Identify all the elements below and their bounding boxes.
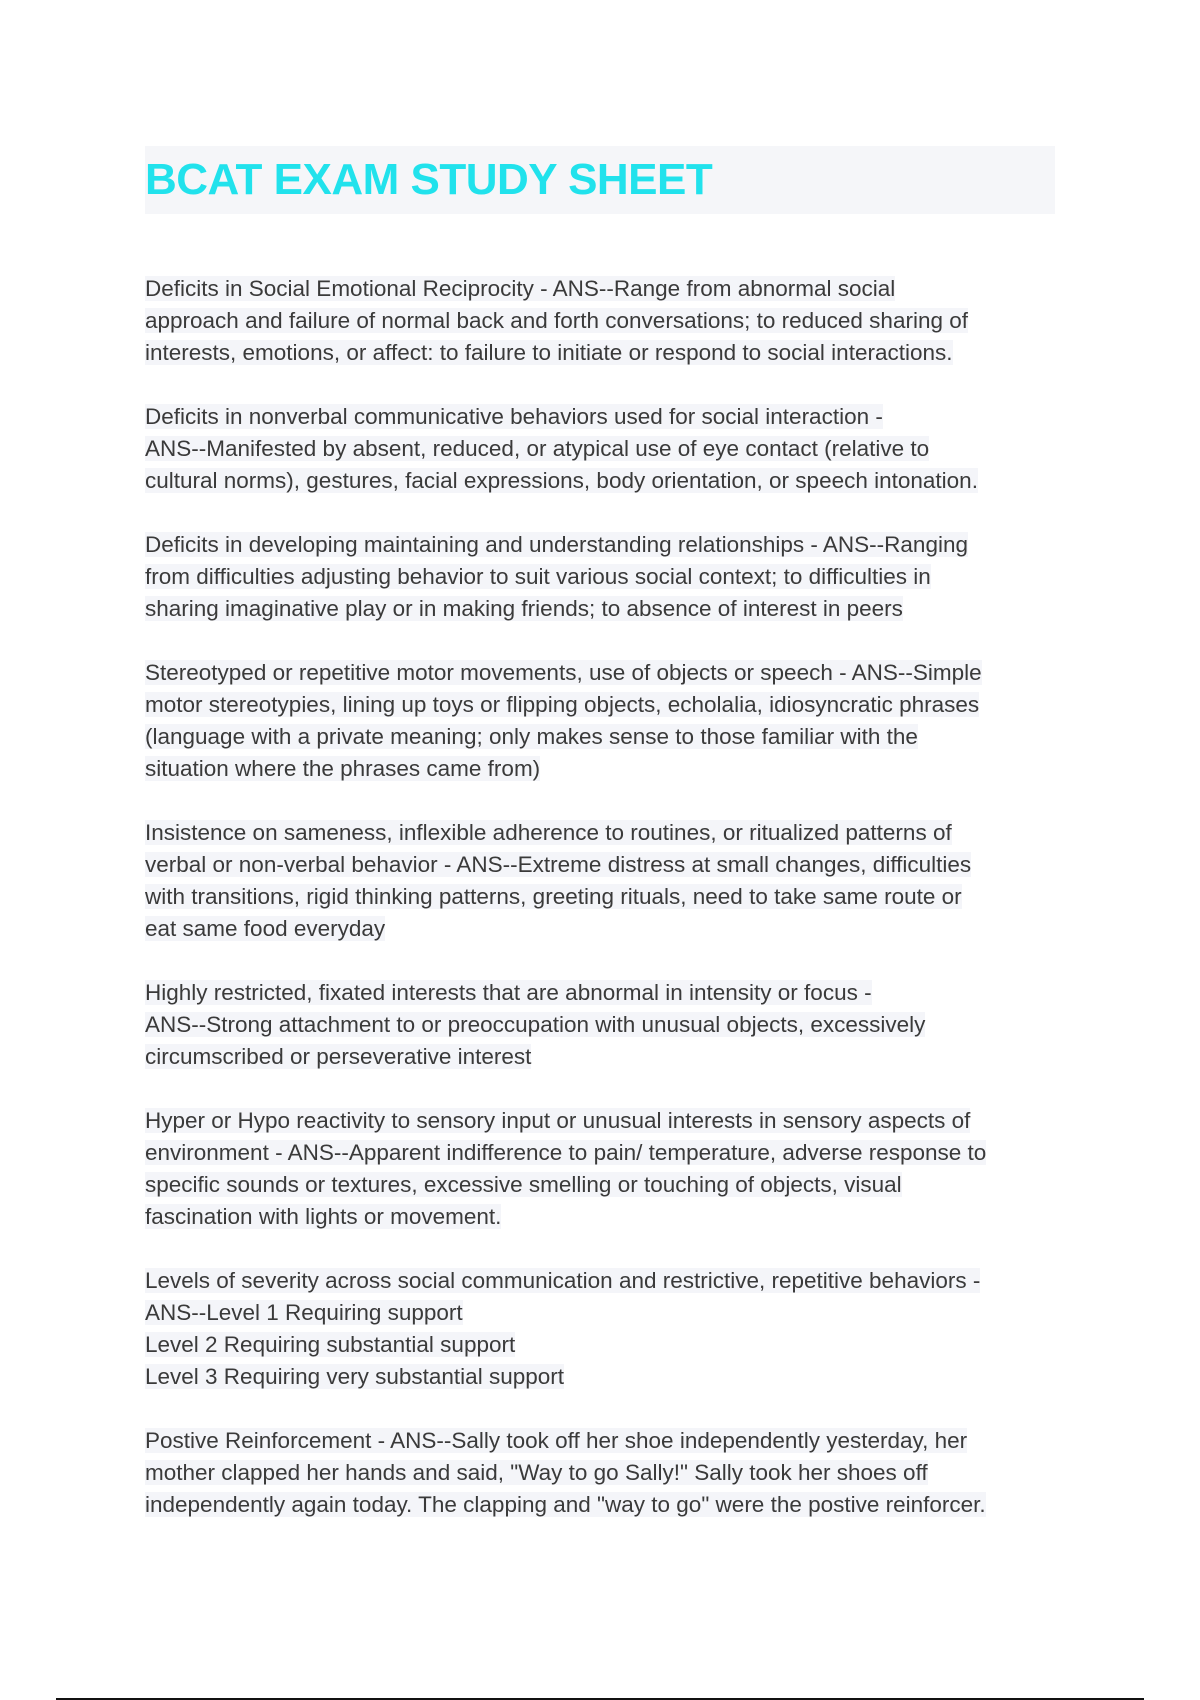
study-entry: [145, 657, 1075, 785]
entry-text: Deficits in developing maintaining and understanding relationships - ANS--Ranging from difficulties adjusting behavior to suit various social context; to difficulties in sharing imaginative play or in making friends; to absence of interest in peers: [145, 532, 968, 621]
entry-text: Hyper or Hypo reactivity to sensory input or unusual interests in sensory aspects of environment - ANS--Apparent indifference to pain/ temperature, adverse response to specific sounds or textures, excessive smelling or touching of objects, visual fascination with lights or movement.: [145, 1108, 987, 1229]
study-entries: [145, 273, 1075, 1553]
entry-text: Stereotyped or repetitive motor movements, use of objects or speech - ANS--Simple motor stereotypies, lining up toys or flipping objects, echolalia, idiosyncratic phrases (language with a private meaning; only makes sense to those familiar with the situation where the phrases came from): [145, 660, 982, 781]
entry-text: Postive Reinforcement - ANS--Sally took off her shoe independently yesterday, her mother clapped her hands and said, "Way to go Sally!" Sally took her shoes off independently again today. The clapping and "way to go" were the postive reinforcer.: [145, 1428, 986, 1517]
entry-text: Insistence on sameness, inflexible adherence to routines, or ritualized patterns of verbal or non-verbal behavior - ANS--Extreme distress at small changes, difficulties with transitions, rigid thinking patterns, greeting rituals, need to take same route or eat same food everyday: [145, 820, 972, 941]
study-entry: [145, 1265, 1075, 1393]
study-entry: [145, 1425, 1075, 1521]
study-entry: [145, 1105, 1075, 1233]
study-entry: [145, 273, 1075, 369]
entry-text: Levels of severity across social communication and restrictive, repetitive behaviors - ANS--Level 1 Requiring support Level 2 Requiring substantial support Level 3 Requiring very substantial support: [145, 1268, 981, 1389]
entry-text: Deficits in Social Emotional Reciprocity - ANS--Range from abnormal social approach and failure of normal back and forth conversations; to reduced sharing of interests, emotions, or affect: to failure to initiate or respond to social interactions.: [145, 276, 968, 365]
document-title: BCAT EXAM STUDY SHEET: [145, 155, 713, 204]
study-entry: [145, 977, 1075, 1073]
entry-text: Highly restricted, fixated interests that are abnormal in intensity or focus - ANS--Strong attachment to or preoccupation with unusual objects, excessively circumscribed or perseverative interest: [145, 980, 926, 1069]
study-entry: [145, 401, 1075, 497]
study-entry: [145, 817, 1075, 945]
study-entry: [145, 529, 1075, 625]
entry-text: Deficits in nonverbal communicative behaviors used for social interaction - ANS--Manifested by absent, reduced, or atypical use of eye contact (relative to cultural norms), gestures, facial expressions, body orientation, or speech intonation.: [145, 404, 978, 493]
